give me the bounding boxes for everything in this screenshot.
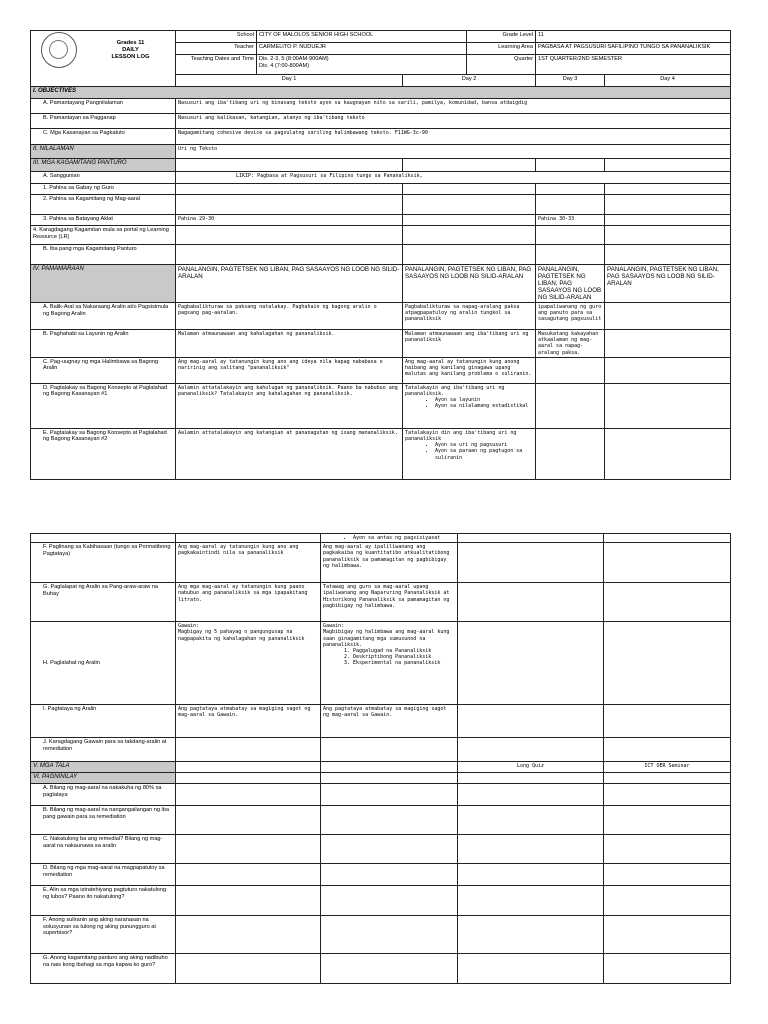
pag-uugnay-label: C. Pag-uugnay ng mga Halimbawa sa Bagong Aralin xyxy=(31,357,176,383)
prayer-day-1: PANALANGIN, PAGTETSEK NG LIBAN, PAG SASAAYOS NG LOOB NG SILID-ARALAN xyxy=(176,265,403,303)
balik-aral-day-1: Pagbabalikturaw sa paksang natalakay. Paghahain ng bagong aralin o pagsang pag-aaralan. xyxy=(176,303,403,330)
grade-title: Grades 11 xyxy=(116,39,145,46)
deped-seal-icon xyxy=(41,32,77,68)
teacher-value: CARMELITO P. NUDUEJR xyxy=(257,43,467,55)
list-item: 1. Paggalugad na Pananaliksik xyxy=(353,648,455,654)
paglalahat-day-1 xyxy=(176,622,321,705)
konsepto-1-day-1: Aalamin attatalakayin ang kahulugan ng pananaliksik. Paano ba nabubuo ang pananaliksik? Tatalakayin ang kahalagahan ng pananaliksik. xyxy=(176,383,403,428)
day-3-header: Day 3 xyxy=(536,75,605,87)
karagdagang-gawain-label: J. Karagdagang Gawain para sa takdang-aralin at remediation xyxy=(31,738,176,762)
paghahabi-day-2: Malaman atmaunawaan ang iba'tibang uri ng pananaliksik xyxy=(403,330,536,358)
school-label: School xyxy=(176,31,257,43)
learning-area-value: PAGBASA AT PAGSUSURI SAFILIPINO TUNGO SA PANANALIKSIK xyxy=(536,43,731,55)
batayang-aklat-day-3: Pahina 30-33 xyxy=(536,215,605,226)
konsepto-2-day-2-text: Tatalakayin din ang iba'tibang uri ng pananaliksik xyxy=(405,429,517,443)
deped-logo-block xyxy=(31,31,176,87)
gawain-text: Magbigay ng 5 pahayag o pangungusap na nagpapakita ng kahalagahan ng pananaliksik xyxy=(178,629,305,642)
learning-area-label: Learning Area xyxy=(467,43,536,55)
quarter-value: 1ST QUARTER/2ND SEMESTER xyxy=(536,55,731,75)
gabay-guro-label: 1. Pahina sa Gabay ng Guro xyxy=(31,184,176,195)
list-item: 3. Eksperimental na pananaliksik xyxy=(353,660,455,666)
paghahabi-day-3: Masukatang kakayahan atkaalaman ng mag-aaral sa napag-aralang paksa. xyxy=(536,330,605,358)
batayang-aklat-day-1: Pahina 29-30 xyxy=(176,215,403,226)
nilalaman-heading: II. NILALAMAN xyxy=(31,145,176,159)
paglalahat-day-2 xyxy=(321,622,458,705)
lr-portal-label: 4. Karagdagang Kagamitan mula sa portal ng Learning Resource (LR) xyxy=(31,226,176,245)
balik-aral-label: A. Balik-Aral sa Nakaraang Aralin at/o Pagsisimula ng Bagong Aralin xyxy=(31,303,176,330)
pagninilay-item-f: F. Anong suliranin ang aking naranasan na solusyunan sa tulong ng aking punungguro at superbisor? xyxy=(31,916,176,954)
quarter-label: Quarter xyxy=(467,55,536,75)
kagamitan-heading: III. MGA KAGAMITANG PANTURO xyxy=(31,159,176,172)
list-item: • Ayon sa nilalamang estadistikal xyxy=(435,403,533,409)
daily-title: DAILY xyxy=(122,46,139,53)
objectives-heading: I. OBJECTIVES xyxy=(31,87,731,99)
lesson-log-title: LESSON LOG xyxy=(111,53,150,60)
paglalapat-label: G. Paglalapat ng Aralin sa Pang-araw-araw na Buhay xyxy=(31,583,176,622)
list-item: • Ayon sa uri ng pagsusuri xyxy=(435,442,533,448)
pagninilay-item-a: A. Bilang ng mag-aaral na nakakuha ng 80% sa pagtataya xyxy=(31,784,176,806)
sanggunian-label: A. Sanggunian xyxy=(31,172,176,184)
gawain-text: Magbibigay ng halimbawa ang mag-aaral kung saan ginagamitang mga sumusunod na pananaliksik. xyxy=(323,629,450,648)
list-item: 2. Deskriptibong Pananaliksik xyxy=(353,654,455,660)
konsepto-1-day-2-text: Tatalakayin ang iba'tibang uri ng pananaliksik. xyxy=(405,384,505,398)
iba-pang-kagamitan-label: B. Iba pang mga Kagamitang Panturo xyxy=(31,245,176,265)
balik-aral-day-2: Pagbabalikturaw sa napag-aralang paksa atpagpapatuloy ng aralin tungkol sa pananaliksik xyxy=(403,303,536,330)
paglalapat-day-1: Ang mga mag-aaral ay tatanungin kung paano nabubuo ang pananaliksik sa mga ipapakitang litrato. xyxy=(176,583,321,622)
paghahabi-label: B. Paghahabi sa Layunin ng Aralin xyxy=(31,330,176,358)
teacher-label: Teacher xyxy=(176,43,257,55)
pagninilay-heading: VI. PAGNINILAY xyxy=(31,773,176,784)
pangnilalaman-label: A. Pamantayang Pangnilalaman xyxy=(31,99,176,114)
batayang-aklat-label: 3. Pahina sa Batayang Aklat xyxy=(31,215,176,226)
day-4-header: Day 4 xyxy=(605,75,731,87)
pangnilalaman-value: Nasusuri ang iba'tibang uri ng binasang teksto ayon sa kaugnayan nito sa sarili, pamilya, komunidad, bansa atdaigdig xyxy=(176,99,731,114)
konsepto-2-day-2 xyxy=(403,428,536,479)
pagtataya-day-1: Ang pagtataya atmabatay sa magiging sagot ng mag-aaral sa Gawain. xyxy=(176,705,321,738)
gawain-heading: Gawain: xyxy=(178,623,200,630)
paglalapat-day-2: Tatawag ang guro sa mag-aaral upang ipaliwanang ang Naparuring Pananaliksik at Historikong Pananaliksik sa pamamagitan ng pagbibigay ng halimbawa. xyxy=(321,583,458,622)
prayer-day-2: PANALANGIN, PAGTETSEK NG LIBAN, PAG SASAAYOS NG LOOB NG SILID-ARALAN xyxy=(403,265,536,303)
prayer-day-4: PANALANGIN, PAGTETSEK NG LIBAN, PAG SASAAYOS NG LOOB NG SILID-ARALAN xyxy=(605,265,731,303)
pagtataya-day-2: Ang pagtataya atmabatay sa magiging sagot ng mag-aaral sa Gawain. xyxy=(321,705,458,738)
pagkatuto-value: Nagagamitang cohesive device sa pagsulatng sariling halimbawang teksto. F11WG-3c-90 xyxy=(176,129,731,145)
tala-heading: V. MGA TALA xyxy=(31,762,176,773)
pamamaraan-heading: IV. PAMAMARAAN xyxy=(31,265,176,303)
kabihasaan-day-1: Ang mag-aaral ay tatanungin kung ano ang pagkakaintindi nila sa pananaliksik xyxy=(176,543,321,583)
day-1-header: Day 1 xyxy=(176,75,403,87)
lesson-log-table-page-1 xyxy=(30,30,731,480)
pagganap-label: B. Pamantayan sa Pagganap xyxy=(31,114,176,129)
pagganap-value: Nasusuri ang kalikasan, katangian, atanyo ng iba'tibang teksto xyxy=(176,114,731,129)
continued-cell xyxy=(321,534,458,543)
list-item: • Ayon sa paraan ng pagtugon sa suliranin xyxy=(435,448,533,460)
paghahabi-day-1: Malaman atmaunawaan ang kahalagahan ng pananaliksik. xyxy=(176,330,403,358)
pagninilay-item-g: G. Anong kagamitang panturo ang aking nadibuho na nais kong ibahagi sa mga kapwa ko guro? xyxy=(31,954,176,984)
sanggunian-value: LIKIP: Pagbasa at Pagsusuri sa Filipino tungo sa Pananaliksik, xyxy=(176,172,731,184)
list-item: • Ayon sa layunin xyxy=(435,397,533,403)
school-value: CITY OF MALOLOS SENIOR HIGH SCHOOL xyxy=(257,31,467,43)
dates-line-1: Dis. 2-3, 5 (8:00AM-900AM) xyxy=(259,56,329,62)
pagninilay-item-c: C. Nakatulong ba ang remedial? Bilang ng mag-aaral na nakaunawa sa aralin xyxy=(31,835,176,864)
lesson-log-table-page-2 xyxy=(30,533,731,984)
list-item: • Ayon sa antas ng pagsisiyasat xyxy=(353,535,455,541)
pagninilay-item-e: E. Alin sa mga istratehiyang pagtuturo nakatulong ng lubos? Paano ito nakatulong? xyxy=(31,886,176,916)
prayer-day-3: PANALANGIN, PAGTETSEK NG LIBAN, PAG SASAAYOS NG LOOB NG SILID-ARALAN xyxy=(536,265,605,303)
dates-line-2: Dis. 4 (7:00-800AM) xyxy=(259,62,310,69)
tala-day-4: ICT OER Seminar xyxy=(604,762,731,773)
dates-value xyxy=(257,55,467,75)
balik-aral-day-3: ipapaliwanang ng guro ang panuto para sa sasagutang pagsusulit xyxy=(536,303,605,330)
gawain-heading: Gawain: xyxy=(323,623,345,630)
konsepto-2-label: E. Pagtalakay sa Bagong Konsepto at Paglalahad ng Bagong Kasanayan #2 xyxy=(31,428,176,479)
kagamitang-mag-aaral-label: 2. Pahina sa Kagamitang ng Mag-aaral xyxy=(31,195,176,215)
pag-uugnay-day-2: Ang mag-aaral ay tatanungin kung anong haibang ang kanilang ginagawa upang malutas ang kanilang problema o suliranin. xyxy=(403,357,536,383)
day-2-header: Day 2 xyxy=(403,75,536,87)
pagtataya-label: I. Pagtataya ng Aralin xyxy=(31,705,176,738)
nilalaman-value: Uri ng Teksto xyxy=(176,145,731,159)
grade-level-value: 11 xyxy=(536,31,731,43)
pagninilay-item-d: D. Bilang ng mga mag-aaral na magpapatuloy sa remediation xyxy=(31,864,176,886)
pagninilay-item-b: B. Bilang ng mag-aaral na nangangailangan ng iba pang gawain para sa remediation xyxy=(31,806,176,835)
pagkatuto-label: C. Mga Kasanayan sa Pagkatuto xyxy=(31,129,176,145)
konsepto-1-label: D. Pagtalakay sa Bagong Konsepto at Paglalahad ng Bagong Kasanayan #1 xyxy=(31,383,176,428)
kabihasaan-label: F. Paglinang sa Kabihasaan (tungo sa Pormatibong Pagtataya) xyxy=(31,543,176,583)
paglalahat-label: H. Paglalahat ng Aralin xyxy=(31,622,176,705)
konsepto-1-day-2 xyxy=(403,383,536,428)
konsepto-2-day-1: Aalamin attatalakayin ang katangian at pananagutan ng isang mananaliksik. xyxy=(176,428,403,479)
kabihasaan-day-2: Ang mag-aaral ay ipaliliwanang ang pagkakaiba ng kuantitatibo atkualitatibong pananaliksik sa pamamagitan ng pagbibigay ng halimbawa. xyxy=(321,543,458,583)
grade-level-label: Grade Level xyxy=(467,31,536,43)
tala-day-3: Long Quiz xyxy=(458,762,604,773)
pag-uugnay-day-1: Ang mag-aaral ay tatanungin kung ano ang ideya nila kapag nababasa o naririnig ang salitang "pananaliksik" xyxy=(176,357,403,383)
dates-label: Teaching Dates and Time xyxy=(176,55,257,75)
